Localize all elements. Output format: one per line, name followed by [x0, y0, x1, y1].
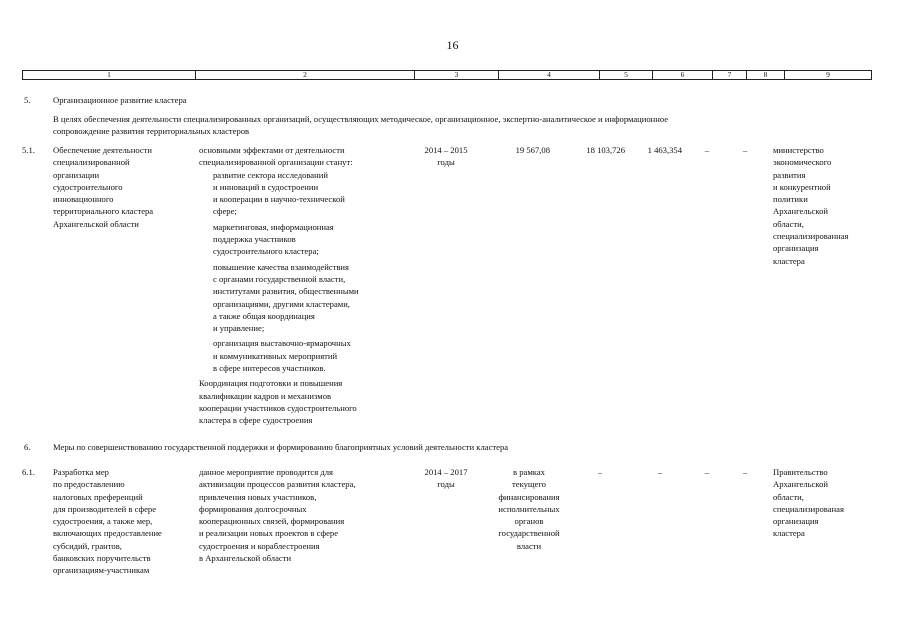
row-5-1-effect-item: повышение качества взаимодействия с органами государственной власти, институтами развития, общественными организациями, другими кластерами, а также общая координация и управление; — [213, 261, 359, 334]
page-number: 16 — [446, 38, 459, 52]
row-5-1-name: Обеспечение деятельности специализированной организации судостроительного инновационного территориального кластера Архангельской области — [53, 145, 154, 229]
section-6-title: Меры по совершенствованию государственной поддержки и формированию благоприятных условий деятельности кластера — [53, 442, 509, 452]
row-5-1-col8: – — [742, 145, 748, 155]
column-number-5: 5 — [600, 71, 653, 79]
row-5-1-executor: министерство экономического развития и конкурентной политики Архангельской области, специализированная организация кластера — [773, 145, 849, 266]
row-5-1-col5: 18 103,726 — [586, 145, 625, 155]
column-number-4: 4 — [499, 71, 600, 79]
section-5-intro-line1: В целях обеспечения деятельности специализированных организаций, осуществляющих методическое, организационное, экспертно-аналитическое и информационное — [53, 114, 669, 124]
row-6-1-col4: в рамках текущего финансирования исполнительных органов государственной власти — [498, 467, 560, 551]
column-number-6: 6 — [653, 71, 713, 79]
row-6-1-executor: Правительство Архангельской области, специализированая организация кластера — [773, 467, 844, 539]
column-number-8: 8 — [747, 71, 785, 79]
row-6-1-col7: – — [704, 467, 710, 477]
row-5-1-col7: – — [704, 145, 710, 155]
section-5-title: Организационное развитие кластера — [53, 95, 187, 105]
section-5-intro-line2: сопровождение развития территориальных кластеров — [53, 126, 250, 136]
section-6-number: 6. — [24, 442, 31, 452]
row-5-1-effects-intro: основными эффектами от деятельности специализированной организации станут: — [199, 145, 353, 168]
column-number-1: 1 — [23, 71, 196, 79]
column-number-row — [22, 70, 872, 80]
row-5-1-effect-item: маркетинговая, информационная поддержка участников судостроительного кластера; — [213, 221, 334, 257]
row-5-1-col6: 1 463,354 — [647, 145, 682, 155]
row-5-1-number: 5.1. — [22, 145, 35, 155]
row-6-1-name: Разработка мер по предоставлению налоговых преференций для производителей в сфере судостроения, а также мер, включающих предоставление субсидий, грантов, банковских поручительств организациям-участникам — [53, 467, 162, 576]
row-5-1-col4: 19 567,08 — [515, 145, 550, 155]
row-6-1-col8: – — [742, 467, 748, 477]
column-number-3: 3 — [415, 71, 499, 79]
row-5-1-period: 2014 – 2015 годы — [424, 145, 468, 168]
row-6-1-description: данное мероприятие проводится для активизации процессов развития кластера, привлечения новых участников, формирования долгосрочных кооперационных связей, формирования и реализации новых проектов в сфере судостроения и кораблестроения в Архангельской области — [199, 467, 356, 564]
row-5-1-effects-outro: Координация подготовки и повышения квалификации кадров и механизмов кооперации участников судостроительного кластера в сфере судостроения — [199, 378, 357, 426]
row-5-1-effect-item: организация выставочно-ярмарочных и коммуникативных мероприятий в сфере интересов участников. — [213, 338, 351, 374]
row-6-1-col6: – — [657, 467, 663, 477]
row-5-1-effect-item: развитие сектора исследований и инноваций в судостроении и кооперации в научно-технической сфере; — [213, 169, 345, 217]
section-5-number: 5. — [24, 95, 31, 105]
row-6-1-number: 6.1. — [22, 467, 35, 477]
column-number-7: 7 — [713, 71, 747, 79]
row-5-1-effects — [199, 144, 409, 427]
column-number-9: 9 — [826, 70, 830, 79]
row-6-1-period: 2014 – 2017 годы — [424, 467, 468, 490]
column-number-2: 2 — [196, 71, 415, 79]
row-6-1-col5: – — [597, 467, 603, 477]
